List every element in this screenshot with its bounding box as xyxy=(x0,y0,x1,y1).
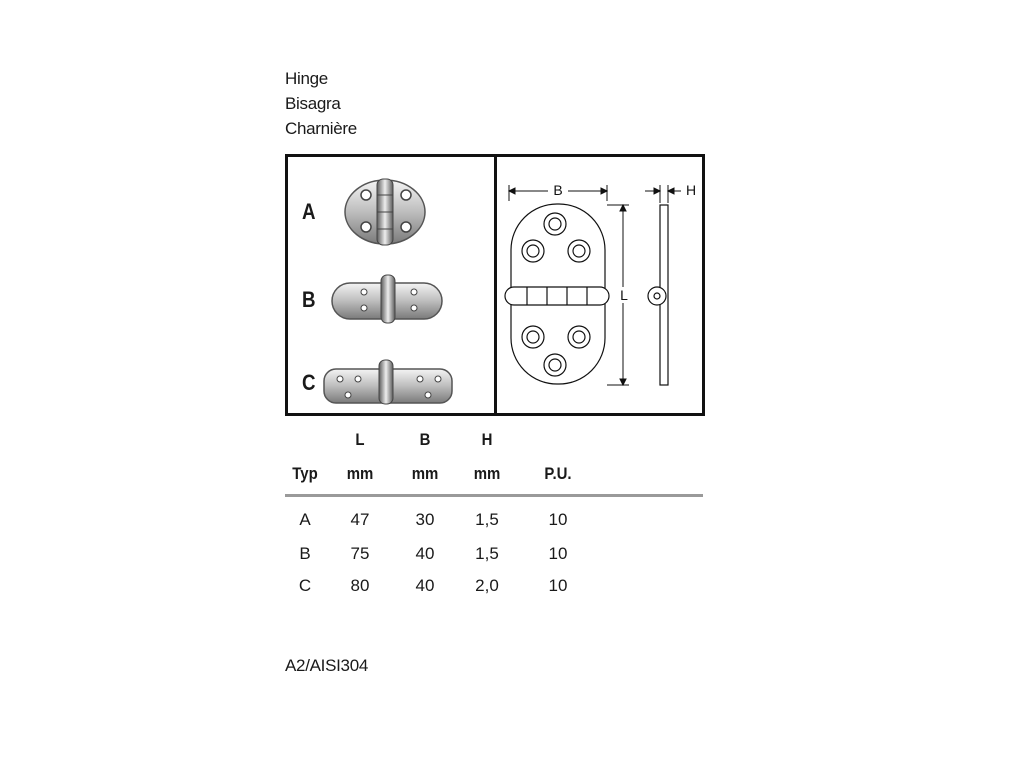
dimension-h xyxy=(645,185,681,203)
hinge-c-image xyxy=(324,360,452,404)
table-divider xyxy=(285,494,703,497)
product-figure xyxy=(285,154,705,416)
hinge-photos-panel xyxy=(288,157,497,413)
cell-h: 1,5 xyxy=(475,510,499,529)
cell-h: 1,5 xyxy=(475,544,499,563)
cell-h: 2,0 xyxy=(475,576,499,595)
table-row xyxy=(285,544,703,574)
cell-b: 40 xyxy=(415,576,435,595)
header-unit-h: mm xyxy=(473,464,501,483)
title-english: Hinge xyxy=(285,69,328,88)
cell-typ: C xyxy=(298,576,312,595)
cell-pu: 10 xyxy=(548,544,568,563)
cell-l: 80 xyxy=(350,576,370,595)
dimension-b-label: B xyxy=(553,182,563,198)
type-label-b: B xyxy=(302,287,316,312)
hinge-outline xyxy=(505,204,609,384)
header-unit-l: mm xyxy=(346,464,374,483)
side-view xyxy=(648,205,668,385)
header-unit-b: mm xyxy=(411,464,439,483)
hinge-b-image xyxy=(332,275,442,323)
material-label: A2/AISI304 xyxy=(285,656,369,675)
cell-typ: A xyxy=(299,510,311,529)
technical-drawing-panel xyxy=(497,157,702,413)
title-french: Charnière xyxy=(285,119,357,138)
table-unit-header xyxy=(285,464,703,494)
technical-drawing xyxy=(497,157,702,413)
cell-b: 30 xyxy=(415,510,435,529)
type-label-c: C xyxy=(302,370,316,395)
cell-l: 47 xyxy=(350,510,370,529)
header-dim-l: L xyxy=(355,430,365,449)
cell-typ: B xyxy=(299,544,311,563)
cell-pu: 10 xyxy=(548,576,568,595)
dimension-l-label: L xyxy=(620,287,628,303)
hinge-photos xyxy=(288,157,494,413)
header-pu: P.U. xyxy=(544,464,572,483)
cell-pu: 10 xyxy=(548,510,568,529)
table-dimension-header xyxy=(285,430,703,460)
header-dim-b: B xyxy=(419,430,431,449)
dimension-h-label: H xyxy=(685,182,697,198)
hinge-a-image xyxy=(345,179,425,245)
cell-l: 75 xyxy=(350,544,370,563)
table-row xyxy=(285,510,703,540)
type-label-a: A xyxy=(302,199,316,224)
header-dim-h: H xyxy=(481,430,493,449)
table-row xyxy=(285,576,703,606)
title-spanish: Bisagra xyxy=(285,94,341,113)
product-titles xyxy=(285,66,357,141)
header-typ: Typ xyxy=(292,464,318,483)
cell-b: 40 xyxy=(415,544,435,563)
